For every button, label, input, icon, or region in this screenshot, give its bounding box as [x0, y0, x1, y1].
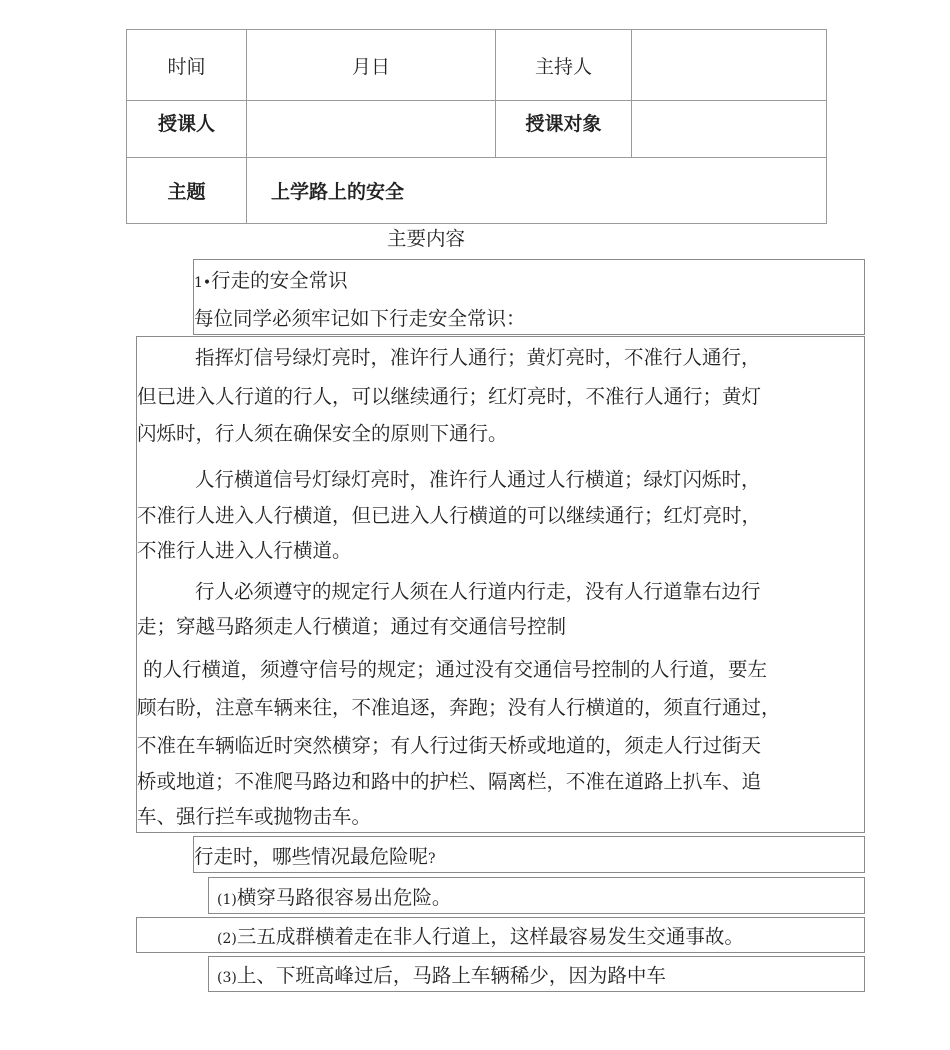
item-3-box — [208, 956, 865, 992]
item-2 — [217, 926, 744, 950]
item-1-number: (1) — [217, 892, 237, 908]
p1-line3: 闪烁时，行人须在确保安全的原则下通行。 — [137, 422, 508, 445]
p2-line1: 人行横道信号灯绿灯亮时，准许行人通过人行横道；绿灯闪烁时， — [195, 468, 761, 491]
item-2-box — [136, 917, 865, 953]
item-2-number: (2) — [217, 931, 237, 947]
p3-line2: 走；穿越马路须走人行横道；通过有交通信号控制 — [137, 615, 567, 638]
p3-line7: 车、强行拦车或抛物击车。 — [137, 805, 372, 828]
p3-line3: 的人行横道，须遵守信号的规定；通过没有交通信号控制的人行道，要左 — [143, 658, 768, 681]
item-3 — [217, 965, 666, 989]
item-1-box — [208, 877, 865, 914]
question-main: 行走时，哪些情况最危险呢 — [194, 845, 429, 868]
item-1 — [217, 887, 451, 911]
p3-line6: 桥或地道；不准爬马路边和路中的护栏、隔离栏，不准在道路上扒车、追 — [137, 770, 762, 793]
content-box — [136, 336, 865, 833]
question-text — [194, 846, 436, 870]
p1-line1: 指挥灯信号绿灯亮时，准许行人通行；黄灯亮时，不准行人通行， — [195, 346, 761, 369]
time-label: 时间 — [127, 30, 247, 101]
section1-intro: 每位同学必须牢记如下行走安全常识： — [194, 307, 526, 330]
p3-line4: 顾右盼，注意车辆来往，不准追逐，奔跑；没有人行横道的，须直行通过， — [137, 696, 781, 719]
header-table — [126, 29, 827, 224]
item-3-number: (3) — [217, 970, 237, 986]
audience-value — [632, 101, 827, 158]
host-value — [632, 30, 827, 101]
audience-label: 授课对象 — [496, 101, 632, 158]
p1-line2: 但已进入人行道的行人，可以继续通行；红灯亮时，不准行人通行；黄灯 — [137, 385, 762, 408]
p3-line1: 行人必须遵守的规定行人须在人行道内行走，没有人行道靠右边行 — [195, 580, 761, 603]
p3-line5: 不准在车辆临近时突然横穿；有人行过街天桥或地道的，须走人行过街天 — [137, 734, 762, 757]
p2-line2: 不准行人进入人行横道，但已进入人行横道的可以继续通行；红灯亮时， — [137, 504, 762, 527]
question-box — [193, 836, 865, 873]
section1-number: 1• — [194, 275, 212, 291]
topic-value: 上学路上的安全 — [247, 158, 827, 224]
item-2-text: 三五成群横着走在非人行道上，这样最容易发生交通事故。 — [236, 925, 744, 948]
item-3-text: 上、下班高峰过后，马路上车辆稀少，因为路中车 — [236, 964, 666, 987]
date-value: 月日 — [247, 30, 496, 101]
host-label: 主持人 — [496, 30, 632, 101]
section1-title-text: 行走的安全常识 — [211, 269, 348, 292]
item-1-text: 横穿马路很容易出危险。 — [236, 886, 452, 909]
question-mark: ? — [428, 851, 436, 867]
teacher-label: 授课人 — [127, 101, 247, 158]
section1-box — [193, 259, 865, 335]
topic-label: 主题 — [127, 158, 247, 224]
p2-line3: 不准行人进入人行横道。 — [137, 539, 352, 562]
section1-title — [194, 270, 348, 294]
main-content-heading: 主要内容 — [387, 227, 466, 250]
teacher-value — [247, 101, 496, 158]
